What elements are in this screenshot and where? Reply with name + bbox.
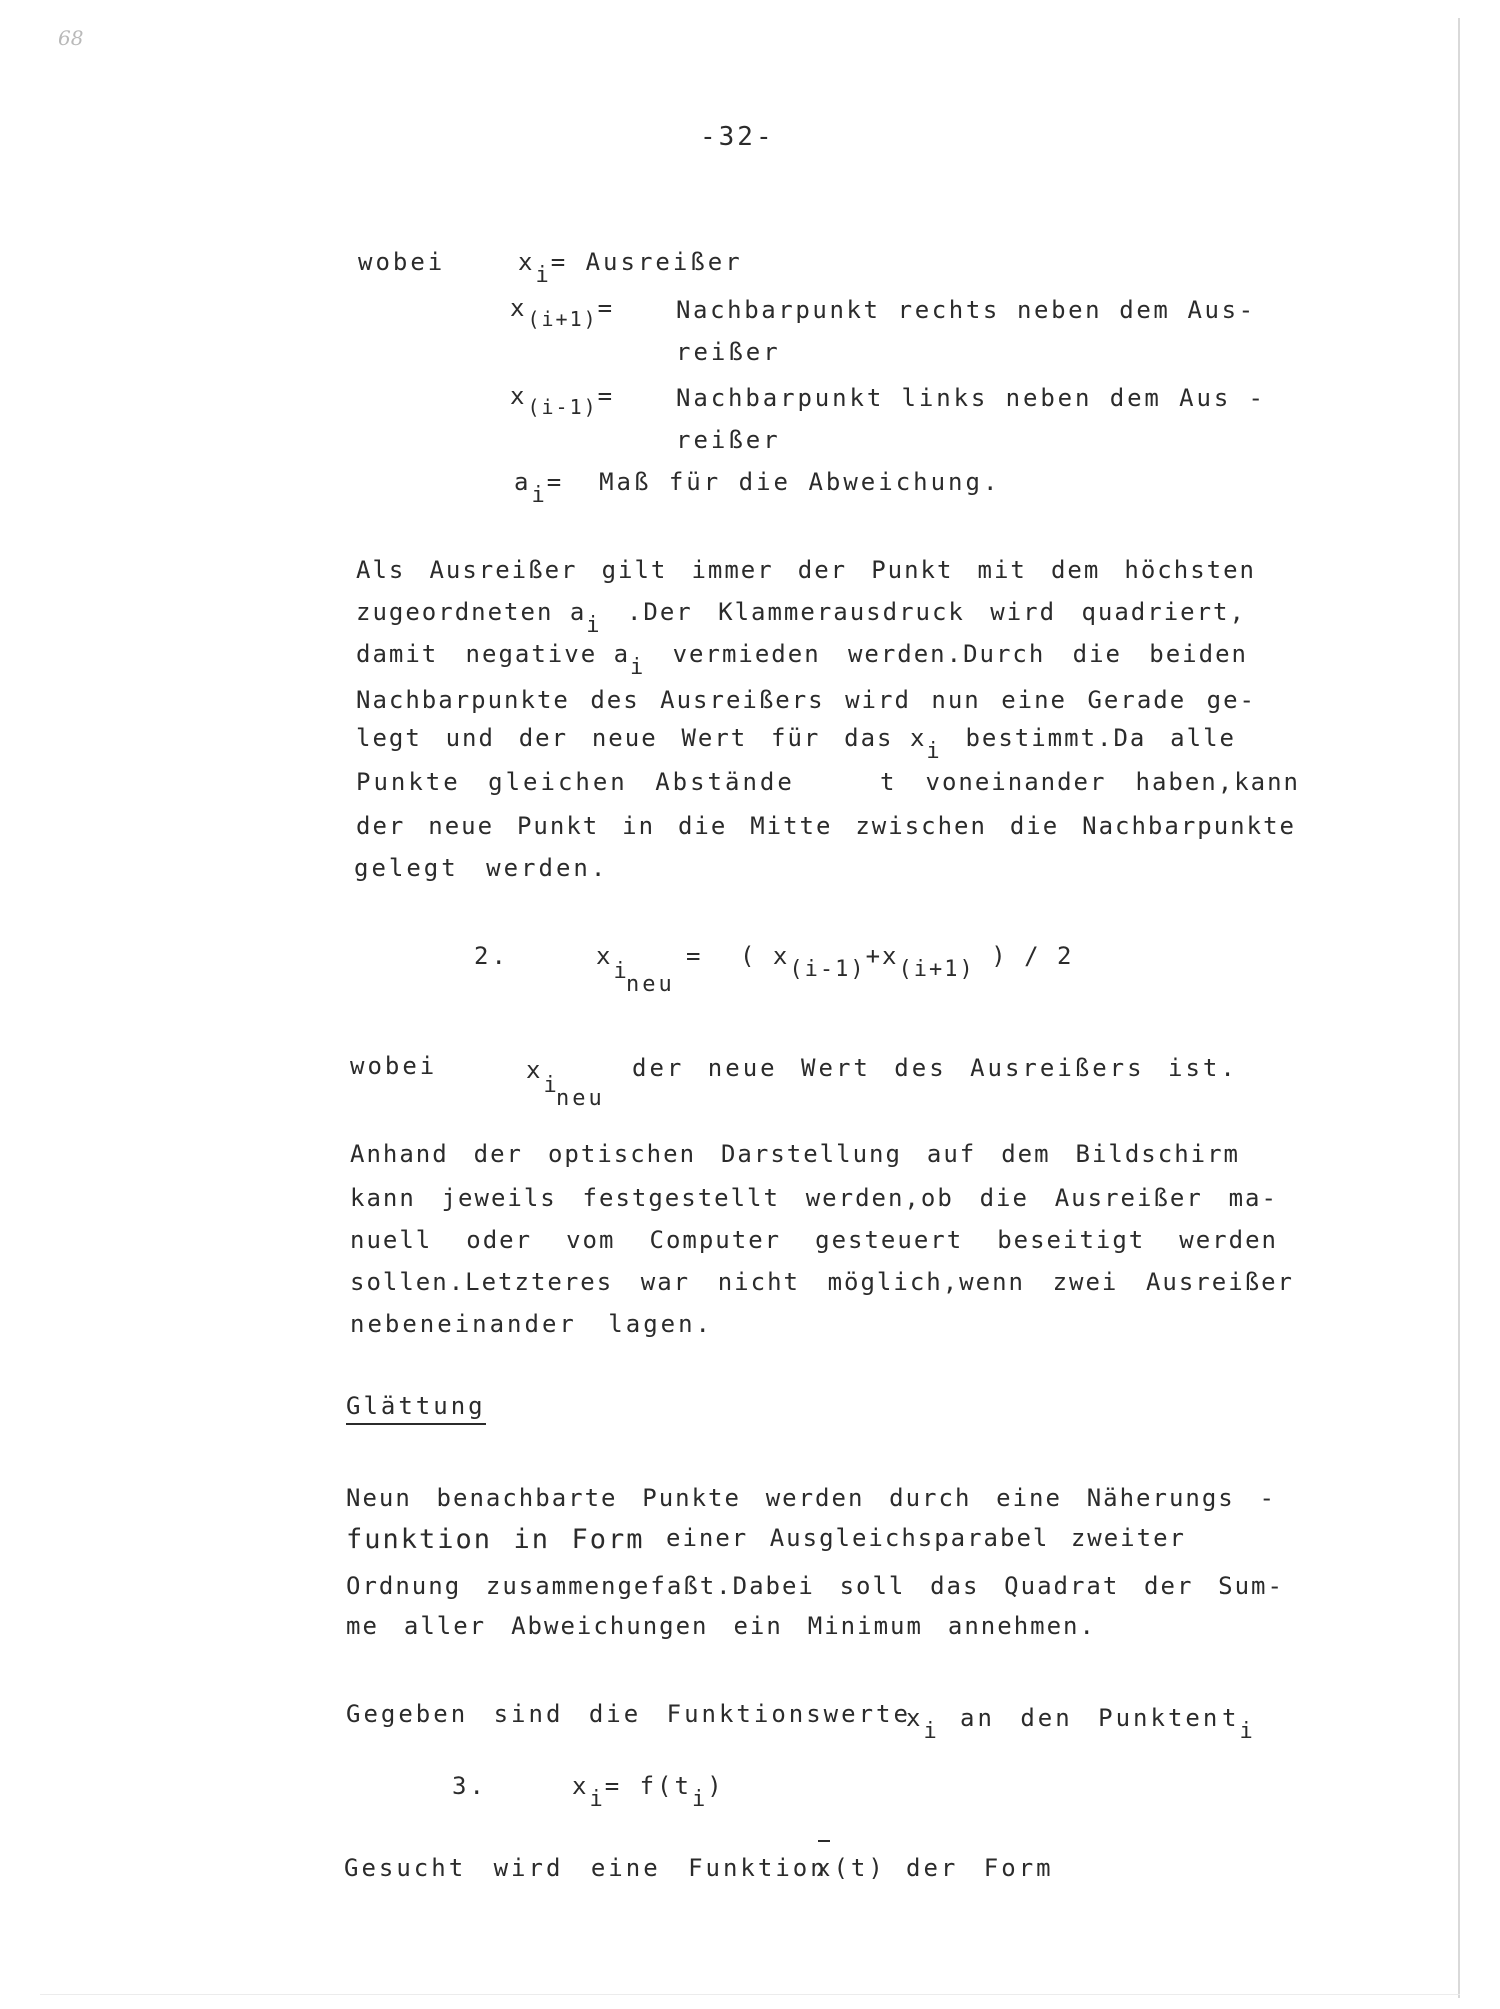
where-label: wobei	[358, 248, 446, 276]
paper-edge-bottom	[40, 1994, 1460, 1995]
paragraph-2-line-2: kann jeweils festgestellt werden,ob die Ausreißer ma-	[350, 1184, 1278, 1212]
pencil-mark: 68	[58, 26, 84, 50]
equation-3-number: 3.	[452, 1772, 487, 1800]
equation-2-lhs: xi	[596, 942, 629, 984]
given-x-i: xi	[906, 1704, 939, 1744]
paper-edge-right	[1458, 18, 1460, 1998]
definition-x-i-plus-1-text: Nachbarpunkt rechts neben dem Aus-	[676, 296, 1256, 324]
where2-symbol: xi	[526, 1056, 559, 1098]
paragraph-1-line-3: damit negative ai vermieden werden.Durch die beiden	[356, 640, 1248, 680]
given-t-i: ti	[1222, 1704, 1255, 1744]
x-bar-overline	[818, 1840, 830, 1842]
given-text: Gegeben sind die Funktionswerte	[346, 1700, 911, 1728]
sought-function: x(t)	[816, 1854, 886, 1882]
definition-a-i: ai= Maß für die Abweichung.	[514, 468, 1001, 508]
where-label-2: wobei	[350, 1052, 438, 1080]
definition-x-i-minus-1-text-cont: reißer	[676, 426, 781, 454]
definition-x-i-minus-1: $x_{(i-1)}=$	[510, 382, 616, 419]
paragraph-1-line-7: der neue Punkt in die Mitte zwischen die Nachbarpunkte	[356, 812, 1296, 840]
section-heading-glaettung: Glättung	[346, 1394, 486, 1418]
definition-x-i-minus-1-text: Nachbarpunkt links neben dem Aus -	[676, 384, 1266, 412]
paragraph-3-line-3: Ordnung zusammengefaßt.Dabei soll das Quadrat der Sum-	[346, 1572, 1284, 1600]
page-number: -32-	[700, 122, 775, 152]
paragraph-3-line-1: Neun benachbarte Punkte werden durch eine Näherungs -	[346, 1484, 1276, 1512]
paragraph-2-line-4: sollen.Letzteres war nicht möglich,wenn zwei Ausreißer	[350, 1268, 1294, 1296]
equation-3: xi= f(ti)	[572, 1772, 725, 1812]
paragraph-1-line-5: legt und der neue Wert für das xi bestimmt.Da alle	[356, 724, 1236, 764]
sought-text: Gesucht wird eine Funktion	[344, 1854, 828, 1882]
paragraph-1-line-6b: t voneinander haben,kann	[880, 768, 1300, 796]
paragraph-3-line-4: me aller Abweichungen ein Minimum annehmen.	[346, 1612, 1096, 1640]
definition-x-i-plus-1: $x_{(i+1)}=$	[510, 294, 616, 331]
paragraph-2-line-3: nuell oder vom Computer gesteuert beseitigt werden	[350, 1226, 1278, 1254]
equation-2-rhs: ( x(i-1)+x(i+1) ) / 2	[740, 942, 1074, 982]
definition-x-i: xi= Ausreißer	[518, 248, 743, 288]
paragraph-1-line-2: zugeordneten ai .Der Klammerausdruck wird quadriert,	[356, 598, 1246, 638]
equation-2-equals: =	[686, 942, 704, 970]
paragraph-3-line-2: funktion in Form einer Ausgleichsparabel zweiter	[346, 1524, 1186, 1555]
paragraph-1-line-8: gelegt werden.	[354, 854, 609, 882]
where2-text: der neue Wert des Ausreißers ist.	[632, 1054, 1238, 1082]
paragraph-2-line-1: Anhand der optischen Darstellung auf dem Bildschirm	[350, 1140, 1240, 1168]
paragraph-1-line-4: Nachbarpunkte des Ausreißers wird nun eine Gerade ge-	[356, 686, 1256, 714]
given-text-2: an den Punkten	[960, 1704, 1221, 1732]
sought-text-2: der Form	[906, 1854, 1054, 1882]
paragraph-2-line-5: nebeneinander lagen.	[350, 1310, 713, 1338]
paragraph-1-line-1: Als Ausreißer gilt immer der Punkt mit dem höchsten	[356, 556, 1256, 584]
equation-2-lhs-subscript-neu: neu	[626, 972, 675, 997]
paragraph-1-line-6a: Punkte gleichen Abstände	[356, 768, 795, 796]
where2-subscript-neu: neu	[556, 1086, 605, 1111]
equation-2-number: 2.	[474, 942, 509, 970]
definition-x-i-plus-1-text-cont: reißer	[676, 338, 781, 366]
